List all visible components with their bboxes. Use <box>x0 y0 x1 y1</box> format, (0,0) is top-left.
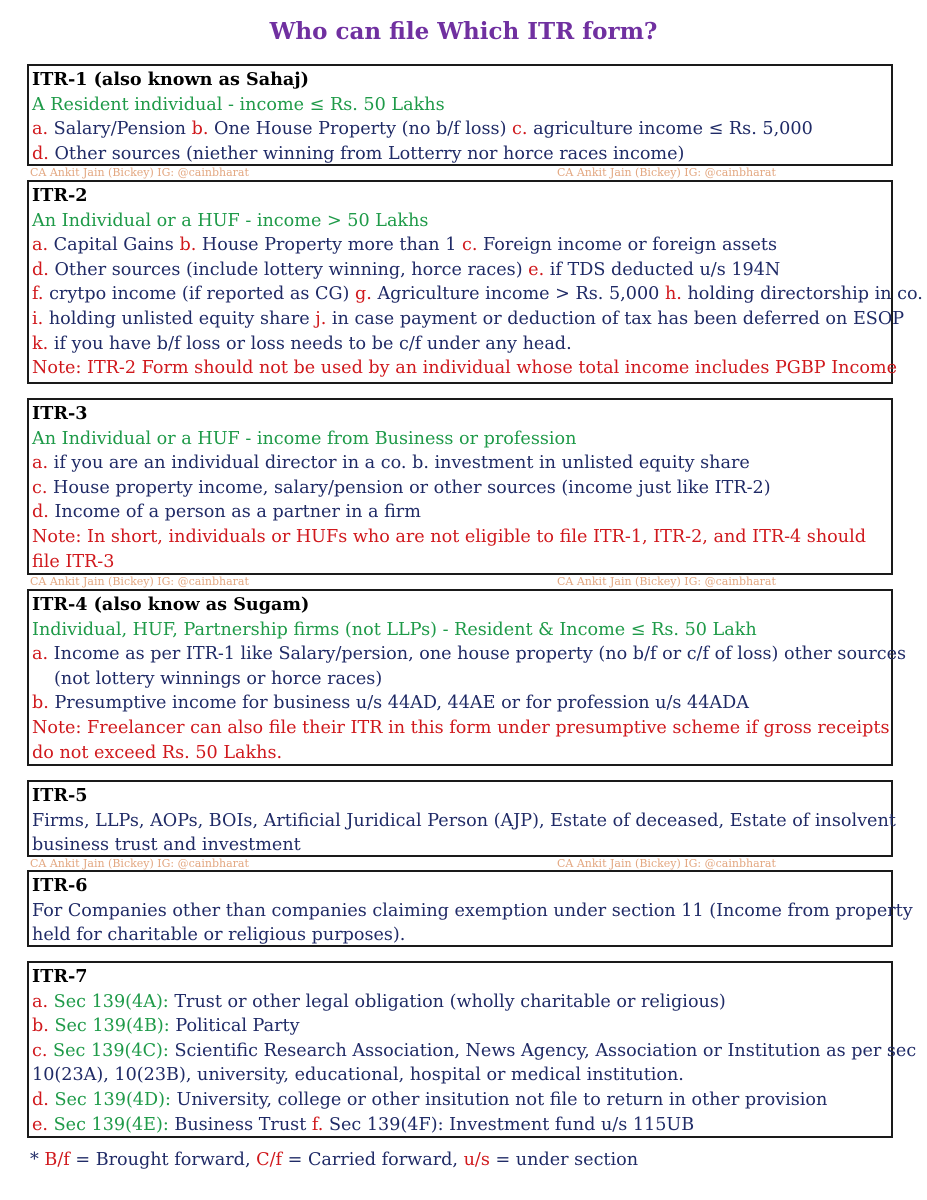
item-marker: b. <box>179 235 197 256</box>
item-marker: c. <box>512 119 528 140</box>
item-text: if TDS deducted u/s 194N <box>544 259 781 280</box>
itr5-text: Firms, LLPs, AOPs, BOIs, Artificial Juridical Person (AJP), Estate of deceased, Estate of insolvent <box>32 810 896 831</box>
itr7-item-a <box>32 990 891 1015</box>
watermark: CA Ankit Jain (Bickey) IG: @cainbharat <box>557 166 776 179</box>
itr3-item-d <box>32 500 891 525</box>
item-text: in case payment or deduction of tax has been deferred on ESOP <box>326 308 905 329</box>
itr4-box <box>27 589 907 766</box>
item-marker: a. <box>32 453 49 474</box>
item-text: Trust or other legal obligation (wholly charitable or religious) <box>168 991 726 1012</box>
itr2-heading: ITR-2 <box>32 185 88 206</box>
itr6-text-cont: held for charitable or religious purposes). <box>32 925 406 946</box>
item-marker: a. <box>32 235 49 256</box>
item-marker: c. <box>32 477 48 498</box>
itr7-item-c <box>32 1039 917 1064</box>
itr4-item-a-cont: (not lottery winnings or horce races) <box>54 668 383 689</box>
item-marker: d. <box>32 1089 49 1110</box>
itr2-items-de <box>32 258 891 283</box>
item-text: Political Party <box>169 1016 300 1037</box>
itr2-items-abc <box>32 233 891 258</box>
item-marker: c. <box>32 1040 48 1061</box>
itr7-item-c-cont: 10(23A), 10(23B), university, educational, hospital or medical institution. <box>32 1065 684 1086</box>
item-text: University, college or other insitution not file to return in other provision <box>170 1089 828 1110</box>
itr3-heading: ITR-3 <box>32 403 88 424</box>
item-marker: d. <box>32 259 49 280</box>
itr2-items-fgh <box>32 282 923 307</box>
item-marker: b. <box>191 119 209 140</box>
itr3-note-cont: file ITR-3 <box>32 551 115 572</box>
item-marker: d. <box>32 143 49 164</box>
item-text: Business Trust <box>168 1114 312 1135</box>
item-marker: f. <box>311 1114 324 1135</box>
section-ref: Sec 139(4D): <box>48 1089 171 1110</box>
section-ref: Sec 139(4E): <box>48 1114 169 1135</box>
page-title: Who can file Which ITR form? <box>269 18 658 45</box>
item-marker: h. <box>664 284 682 305</box>
watermark: CA Ankit Jain (Bickey) IG: @cainbharat <box>30 166 249 179</box>
item-marker: b. <box>32 1016 49 1037</box>
itr1-items-abc <box>32 117 891 142</box>
watermark: CA Ankit Jain (Bickey) IG: @cainbharat <box>557 857 776 870</box>
itr5-box <box>27 780 896 857</box>
itr6-box <box>27 870 913 947</box>
item-marker: k. <box>32 333 49 354</box>
legend-term: C/f <box>256 1150 283 1170</box>
watermark: CA Ankit Jain (Bickey) IG: @cainbharat <box>30 857 249 870</box>
item-text: agriculture income ≤ Rs. 5,000 <box>527 119 813 140</box>
item-text: Other sources (niether winning from Lotterry nor horce races income) <box>48 143 685 164</box>
itr3-box <box>27 398 893 575</box>
itr2-note: Note: ITR-2 Form should not be used by an individual whose total income includes PGBP Income <box>32 358 898 379</box>
legend-definition: = Carried forward, <box>282 1150 464 1170</box>
item-marker: c. <box>462 235 478 256</box>
section-ref: Sec 139(4C): <box>47 1040 169 1061</box>
itr5-heading: ITR-5 <box>32 785 88 806</box>
item-text: Presumptive income for business u/s 44AD, 44AE or for profession u/s 44ADA <box>48 693 749 714</box>
item-marker: d. <box>32 502 49 523</box>
itr3-item-c <box>32 476 891 501</box>
watermark: CA Ankit Jain (Bickey) IG: @cainbharat <box>557 575 776 588</box>
itr2-box <box>27 180 923 384</box>
item-text: Income as per ITR-1 like Salary/persion, one house property (no b/f or c/f of loss) other sources <box>48 644 907 665</box>
item-text: crytpo income (if reported as CG) <box>43 284 355 305</box>
itr1-eligibility: A Resident individual - income ≤ Rs. 50 Lakhs <box>32 94 445 115</box>
item-marker: a. <box>32 644 49 665</box>
itr3-eligibility: An Individual or a HUF - income from Business or profession <box>32 428 577 449</box>
item-text: Scientific Research Association, News Agency, Association or Institution as per sec <box>168 1040 917 1061</box>
itr2-items-ij <box>32 307 905 332</box>
legend-definition: = Brought forward, <box>69 1150 257 1170</box>
legend-definition: = under section <box>489 1150 639 1170</box>
itr5-text-cont: business trust and investment <box>32 835 301 856</box>
item-marker: b. <box>32 693 49 714</box>
item-text: Salary/Pension <box>48 119 192 140</box>
itr7-box <box>27 961 917 1138</box>
item-text: if you have b/f loss or loss needs to be c/f under any head. <box>48 333 572 354</box>
itr4-item-a <box>32 642 907 667</box>
itr4-note-cont: do not exceed Rs. 50 Lakhs. <box>32 742 283 763</box>
itr3-note: Note: In short, individuals or HUFs who are not eligible to file ITR-1, ITR-2, and ITR-4 should <box>32 526 866 547</box>
item-text: Foreign income or foreign assets <box>477 235 778 256</box>
itr7-item-d <box>32 1088 891 1113</box>
item-text: Agriculture income > Rs. 5,000 <box>371 284 665 305</box>
item-marker: e. <box>32 1114 49 1135</box>
item-marker: i. <box>32 308 44 329</box>
item-marker: j. <box>315 308 327 329</box>
itr6-text: For Companies other than companies claiming exemption under section 11 (Income from property <box>32 900 913 921</box>
watermark: CA Ankit Jain (Bickey) IG: @cainbharat <box>30 575 249 588</box>
item-marker: a. <box>32 119 49 140</box>
itr4-heading: ITR-4 (also know as Sugam) <box>32 594 310 615</box>
section-ref: Sec 139(4B): <box>48 1016 170 1037</box>
itr7-items-ef <box>32 1113 891 1138</box>
itr2-item-k <box>32 332 891 357</box>
itr1-item-d <box>32 142 891 167</box>
item-text: Capital Gains <box>48 235 180 256</box>
itr3-item-a <box>32 451 891 476</box>
itr7-heading: ITR-7 <box>32 966 88 987</box>
itr4-item-b <box>32 691 891 716</box>
item-marker: e. <box>528 259 545 280</box>
item-text: Income of a person as a partner in a firm <box>48 502 421 523</box>
legend-star: * <box>30 1150 45 1170</box>
item-marker: f. <box>32 284 44 305</box>
item-text: House property income, salary/pension or other sources (income just like ITR-2) <box>47 477 771 498</box>
itr4-eligibility: Individual, HUF, Partnership firms (not LLPs) - Resident & Income ≤ Rs. 50 Lakh <box>32 619 757 640</box>
legend-term: u/s <box>463 1150 490 1170</box>
abbreviation-legend <box>30 1150 638 1170</box>
item-text: if you are an individual director in a co. b. investment in unlisted equity share <box>48 453 750 474</box>
item-text: One House Property (no b/f loss) <box>208 119 513 140</box>
section-ref: Sec 139(4A): <box>48 991 169 1012</box>
itr1-heading: ITR-1 (also known as Sahaj) <box>32 69 309 90</box>
item-text: Sec 139(4F): Investment fund u/s 115UB <box>323 1114 695 1135</box>
item-text: holding unlisted equity share <box>43 308 316 329</box>
item-marker: a. <box>32 991 49 1012</box>
itr7-item-b <box>32 1014 891 1039</box>
item-text: Other sources (include lottery winning, horce races) <box>48 259 529 280</box>
item-marker: g. <box>355 284 372 305</box>
legend-term: B/f <box>44 1150 70 1170</box>
itr2-eligibility: An Individual or a HUF - income > 50 Lakhs <box>32 210 429 231</box>
itr4-note: Note: Freelancer can also file their ITR in this form under presumptive scheme if gross receipts <box>32 717 890 738</box>
item-text: holding directorship in co. <box>681 284 923 305</box>
itr1-box <box>27 64 893 166</box>
item-text: House Property more than 1 <box>196 235 463 256</box>
itr6-heading: ITR-6 <box>32 875 88 896</box>
